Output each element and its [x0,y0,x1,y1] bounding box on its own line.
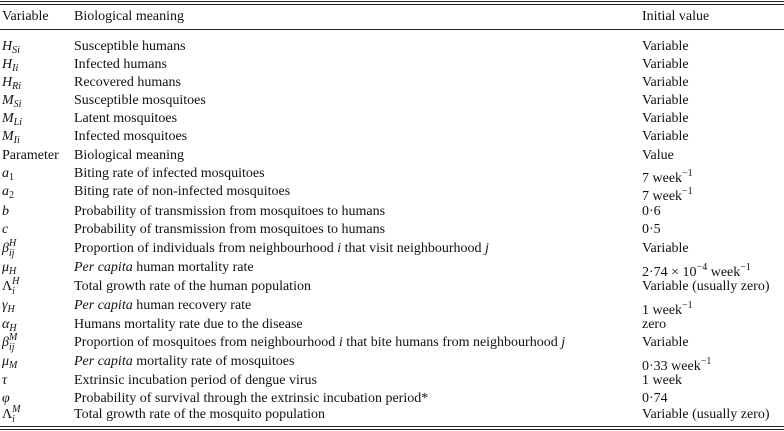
parameter-symbol: c [2,222,9,237]
top-rule-inner [0,4,784,5]
bottom-rule-outer [0,429,784,430]
parameter-value: 0·74 [642,391,668,406]
parameter-meaning: Humans mortality rate due to the disease [74,317,303,332]
table-row [0,316,784,334]
table-row [0,183,784,204]
parameter-symbol: τ [2,373,8,388]
parameter-symbol: β H ij [2,238,17,259]
parameter-meaning: Probability of transmission from mosquitoes to humans [74,222,386,237]
header-value: Value [642,148,674,163]
parameter-meaning: Extrinsic incubation period of dengue virus [74,373,317,388]
header-variable: Variable [2,9,49,24]
parameter-symbol: $\gamma_H$ [2,298,15,315]
header-meaning: Biological meaning [74,9,185,24]
parameter-meaning: Probability of survival through the extrinsic incubation period* [74,391,429,406]
header-parameter: Parameter [2,148,59,163]
table-row [0,56,784,74]
parameter-symbol: φ [2,391,10,406]
parameter-value: Variable (usually zero) [642,279,770,294]
variable-meaning: Susceptible humans [74,39,186,54]
parameter-value: 1 week [642,373,683,388]
parameter-symbol: $a_1$ [2,166,14,183]
variable-meaning: Infected mosquitoes [74,129,188,144]
parameter-meaning: Per capita human recovery rate [74,298,252,313]
parameter-symbol: $\alpha_H$ [2,317,17,334]
variable-meaning: Recovered humans [74,75,181,90]
table-row [0,240,784,258]
variable-symbol: $H_{Ii}$ [2,57,19,74]
variable-meaning: Susceptible mosquitoes [74,93,206,108]
top-rule-outer [0,1,784,2]
parameter-meaning: Total growth rate of the human population [74,279,311,294]
parameter-meaning: Biting rate of infected mosquitoes [74,166,265,181]
table-row [0,221,784,239]
variable-symbol: $H_{Si}$ [2,39,20,56]
parameter-value: $2\cdot 74 \times 10^{-4}$ week$^{-1}$ [642,262,751,280]
variable-symbol: $H_{Ri}$ [2,75,22,92]
parameter-symbol: Λ M i [2,404,21,425]
parameter-value: zero [642,317,667,332]
table-row [0,353,784,374]
parameter-symbol: b [2,204,9,219]
table-row [0,406,784,424]
parameter-meaning: Biting rate of non-infected mosquitoes [74,184,291,199]
table-row [0,278,784,296]
parameter-value: 7 week$^{-1}$ [642,168,693,186]
variable-meaning: Infected humans [74,57,167,72]
variable-value: Variable [642,93,689,108]
table-row [0,297,784,318]
parameter-meaning: Per capita mortality rate of mosquitoes [74,354,295,369]
parameter-meaning: Per capita human mortality rate [74,260,254,275]
bottom-rule-inner [0,426,784,427]
variable-value: Variable [642,75,689,90]
variable-value: Variable [642,39,689,54]
parameter-symbol: $a_2$ [2,184,14,201]
table-row [0,74,784,92]
parameter-meaning: Proportion of mosquitoes from neighbourhood i that bite humans from neighbourhood j [74,335,566,350]
parameter-meaning: Proportion of individuals from neighbourhood i that visit neighbourhood j [74,241,489,256]
table-row [0,38,784,56]
table-row [0,128,784,146]
parameter-symbol: $\mu_M$ [2,354,18,371]
table-row [0,334,784,352]
parameter-meaning: Total growth rate of the mosquito population [74,407,325,422]
table-row [0,259,784,280]
table-row [0,372,784,390]
variable-value: Variable [642,129,689,144]
variable-value: Variable [642,57,689,72]
parameter-header-row [0,147,784,165]
parameter-value: Variable [642,241,689,256]
parameter-symbol: $\mu_H$ [2,260,17,277]
parameter-value: 7 week$^{-1}$ [642,186,693,204]
parameter-symbol: Λ H i [2,276,20,297]
header-meaning: Biological meaning [74,148,185,163]
parameter-value: Variable (usually zero) [642,407,770,422]
parameter-meaning: Probability of transmission from mosquitoes to humans [74,204,386,219]
parameter-value: Variable [642,335,689,350]
header-row [0,8,784,26]
variable-symbol: $M_{Li}$ [2,111,23,128]
header-rule [0,29,784,30]
variable-value: Variable [642,111,689,126]
parameter-value: 0·33 week$^{-1}$ [642,356,712,374]
header-initial-value: Initial value [642,9,710,24]
variable-meaning: Latent mosquitoes [74,111,178,126]
parameter-symbol: β M ij [2,332,18,353]
table-row [0,92,784,110]
table-row [0,203,784,221]
parameter-value: 1 week$^{-1}$ [642,300,693,318]
parameter-value: 0·5 [642,222,661,237]
parameter-value: 0·6 [642,204,661,219]
table-row [0,165,784,186]
table-row [0,110,784,128]
variable-symbol: $M_{Ii}$ [2,129,20,146]
variable-symbol: $M_{Si}$ [2,93,22,110]
